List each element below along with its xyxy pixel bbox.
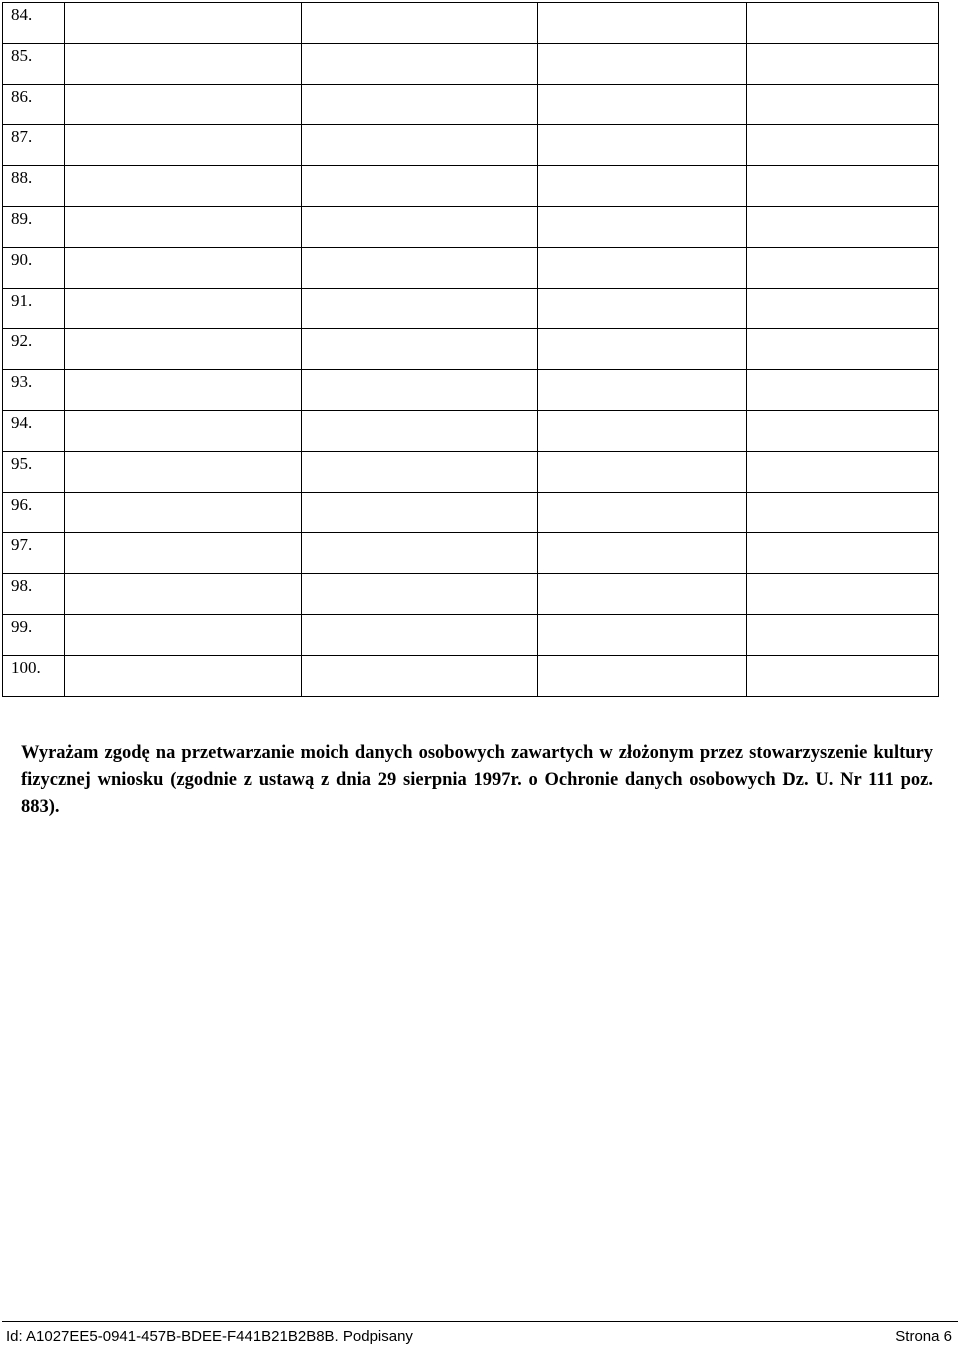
row-number: 85.: [3, 43, 65, 84]
table-cell[interactable]: [538, 574, 747, 615]
consent-statement: Wyrażam zgodę na przetwarzanie moich danych osobowych zawartych w złożonym przez stowarzyszenie kultury fizycznej wniosku (zgodnie z ustawą z dnia 29 sierpnia 1997r. o Ochronie danych osobowych Dz. U. Nr 111 poz. 883).: [21, 743, 933, 817]
table-cell[interactable]: [302, 574, 538, 615]
table-cell[interactable]: [302, 84, 538, 125]
table-row: [3, 84, 939, 125]
table-row: [3, 370, 939, 411]
table-row: [3, 492, 939, 533]
table-cell[interactable]: [747, 410, 939, 451]
table-cell[interactable]: [538, 370, 747, 411]
row-number: 93.: [3, 370, 65, 411]
table-cell[interactable]: [65, 329, 302, 370]
table-cell[interactable]: [538, 43, 747, 84]
table-cell[interactable]: [65, 206, 302, 247]
table-cell[interactable]: [538, 84, 747, 125]
page-number: Strona 6: [895, 1328, 952, 1345]
table-cell[interactable]: [538, 329, 747, 370]
row-number: 97.: [3, 533, 65, 574]
table-cell[interactable]: [538, 166, 747, 207]
document-id: Id: A1027EE5-0941-457B-BDEE-F441B21B2B8B. Podpisany: [6, 1328, 413, 1345]
table-row: [3, 329, 939, 370]
table-cell[interactable]: [65, 166, 302, 207]
table-cell[interactable]: [65, 3, 302, 44]
table-cell[interactable]: [302, 3, 538, 44]
table-cell[interactable]: [302, 410, 538, 451]
table-cell[interactable]: [65, 43, 302, 84]
table-row: [3, 247, 939, 288]
table-cell[interactable]: [302, 206, 538, 247]
table-cell[interactable]: [747, 492, 939, 533]
table-cell[interactable]: [747, 370, 939, 411]
table-cell[interactable]: [65, 247, 302, 288]
table-row: [3, 288, 939, 329]
table-cell[interactable]: [65, 84, 302, 125]
table-row: [3, 533, 939, 574]
table-cell[interactable]: [747, 451, 939, 492]
table-cell[interactable]: [65, 451, 302, 492]
row-number: 86.: [3, 84, 65, 125]
table-cell[interactable]: [302, 492, 538, 533]
table-cell[interactable]: [302, 329, 538, 370]
row-number: 84.: [3, 3, 65, 44]
table-cell[interactable]: [65, 533, 302, 574]
signature-table-body: [3, 3, 939, 697]
table-cell[interactable]: [538, 125, 747, 166]
row-number: 95.: [3, 451, 65, 492]
table-cell[interactable]: [747, 614, 939, 655]
table-cell[interactable]: [538, 247, 747, 288]
table-cell[interactable]: [747, 288, 939, 329]
table-cell[interactable]: [747, 574, 939, 615]
table-cell[interactable]: [302, 43, 538, 84]
table-cell[interactable]: [302, 655, 538, 696]
table-row: [3, 206, 939, 247]
table-cell[interactable]: [747, 533, 939, 574]
table-cell[interactable]: [747, 329, 939, 370]
table-cell[interactable]: [65, 125, 302, 166]
table-cell[interactable]: [65, 370, 302, 411]
row-number: 92.: [3, 329, 65, 370]
row-number: 88.: [3, 166, 65, 207]
table-row: [3, 410, 939, 451]
table-cell[interactable]: [65, 574, 302, 615]
table-row: [3, 3, 939, 44]
table-cell[interactable]: [538, 614, 747, 655]
row-number: 87.: [3, 125, 65, 166]
table-cell[interactable]: [302, 370, 538, 411]
row-number: 98.: [3, 574, 65, 615]
table-cell[interactable]: [747, 206, 939, 247]
table-row: [3, 655, 939, 696]
row-number: 91.: [3, 288, 65, 329]
row-number: 89.: [3, 206, 65, 247]
table-row: [3, 43, 939, 84]
table-cell[interactable]: [747, 43, 939, 84]
table-cell[interactable]: [538, 206, 747, 247]
table-cell[interactable]: [302, 451, 538, 492]
table-cell[interactable]: [302, 288, 538, 329]
table-cell[interactable]: [302, 125, 538, 166]
row-number: 96.: [3, 492, 65, 533]
table-cell[interactable]: [538, 655, 747, 696]
table-row: [3, 614, 939, 655]
row-number: 90.: [3, 247, 65, 288]
table-cell[interactable]: [302, 166, 538, 207]
row-number: 100.: [3, 655, 65, 696]
table-cell[interactable]: [747, 655, 939, 696]
table-cell[interactable]: [65, 655, 302, 696]
table-cell[interactable]: [65, 492, 302, 533]
table-cell[interactable]: [538, 288, 747, 329]
table-row: [3, 451, 939, 492]
table-row: [3, 125, 939, 166]
table-cell[interactable]: [538, 533, 747, 574]
table-cell[interactable]: [65, 410, 302, 451]
table-cell[interactable]: [65, 288, 302, 329]
table-row: [3, 574, 939, 615]
table-cell[interactable]: [747, 3, 939, 44]
table-cell[interactable]: [747, 84, 939, 125]
row-number: 94.: [3, 410, 65, 451]
table-row: [3, 166, 939, 207]
table-cell[interactable]: [538, 410, 747, 451]
table-cell[interactable]: [538, 492, 747, 533]
table-cell[interactable]: [538, 3, 747, 44]
footer-divider: [2, 1321, 958, 1322]
table-cell[interactable]: [302, 247, 538, 288]
table-cell[interactable]: [747, 125, 939, 166]
table-cell[interactable]: [538, 451, 747, 492]
table-cell[interactable]: [747, 247, 939, 288]
row-number: 99.: [3, 614, 65, 655]
table-cell[interactable]: [747, 166, 939, 207]
table-cell[interactable]: [65, 614, 302, 655]
table-cell[interactable]: [302, 614, 538, 655]
signature-table: [2, 2, 939, 697]
table-cell[interactable]: [302, 533, 538, 574]
